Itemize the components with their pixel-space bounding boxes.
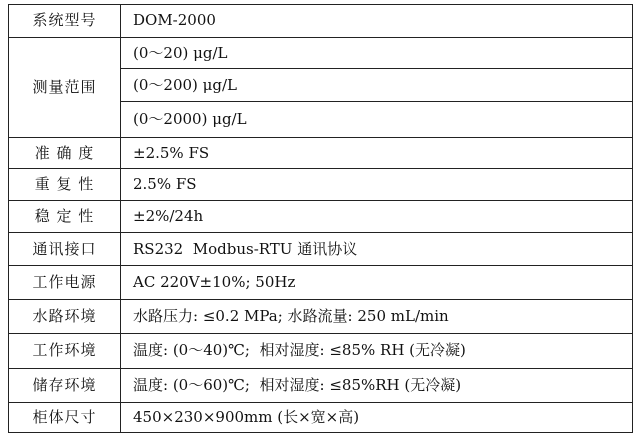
comm-interface-label: 通讯接口: [9, 232, 121, 266]
power-supply-value: AC 220V±10%; 50Hz: [121, 266, 633, 300]
storage-environment-value: 温度: (0～60)℃; 相对湿度: ≤85%RH (无冷凝): [121, 368, 633, 403]
cabinet-size-label: 柜体尺寸: [9, 403, 121, 433]
measure-range-value-1: (0～20) μg/L: [121, 37, 633, 69]
accuracy-value: ±2.5% FS: [121, 137, 633, 169]
work-environment-label: 工作环境: [9, 333, 121, 368]
table-row-repeatability: [9, 169, 633, 201]
table-row-power-supply: [9, 266, 633, 300]
measure-range-value-2: (0～200) μg/L: [121, 69, 633, 102]
specification-table: [8, 4, 633, 433]
power-supply-label: 工作电源: [9, 266, 121, 300]
table-row-storage-environment: [9, 368, 633, 403]
water-environment-value: 水路压力: ≤0.2 MPa; 水路流量: 250 mL/min: [121, 300, 633, 334]
system-model-label: 系统型号: [9, 5, 121, 38]
repeatability-label: 重 复 性: [9, 169, 121, 201]
work-environment-value: 温度: (0～40)℃; 相对湿度: ≤85% RH (无冷凝): [121, 333, 633, 368]
measure-range-label: 测量范围: [9, 37, 121, 137]
table-row-system-model: [9, 5, 633, 38]
table-row-accuracy: [9, 137, 633, 169]
repeatability-value: 2.5% FS: [121, 169, 633, 201]
table-row-comm-interface: [9, 232, 633, 266]
table-row-water-environment: [9, 300, 633, 334]
table-row-cabinet-size: [9, 403, 633, 433]
table-row-stability: [9, 201, 633, 233]
measure-range-value-3: (0～2000) μg/L: [121, 102, 633, 138]
water-environment-label: 水路环境: [9, 300, 121, 334]
table-row-work-environment: [9, 333, 633, 368]
cabinet-size-value: 450×230×900mm (长×宽×高): [121, 403, 633, 433]
table-row-measure-range-1: [9, 37, 633, 69]
stability-label: 稳 定 性: [9, 201, 121, 233]
storage-environment-label: 储存环境: [9, 368, 121, 403]
accuracy-label: 准 确 度: [9, 137, 121, 169]
system-model-value: DOM-2000: [121, 5, 633, 38]
comm-interface-value: RS232 Modbus-RTU 通讯协议: [121, 232, 633, 266]
stability-value: ±2%/24h: [121, 201, 633, 233]
